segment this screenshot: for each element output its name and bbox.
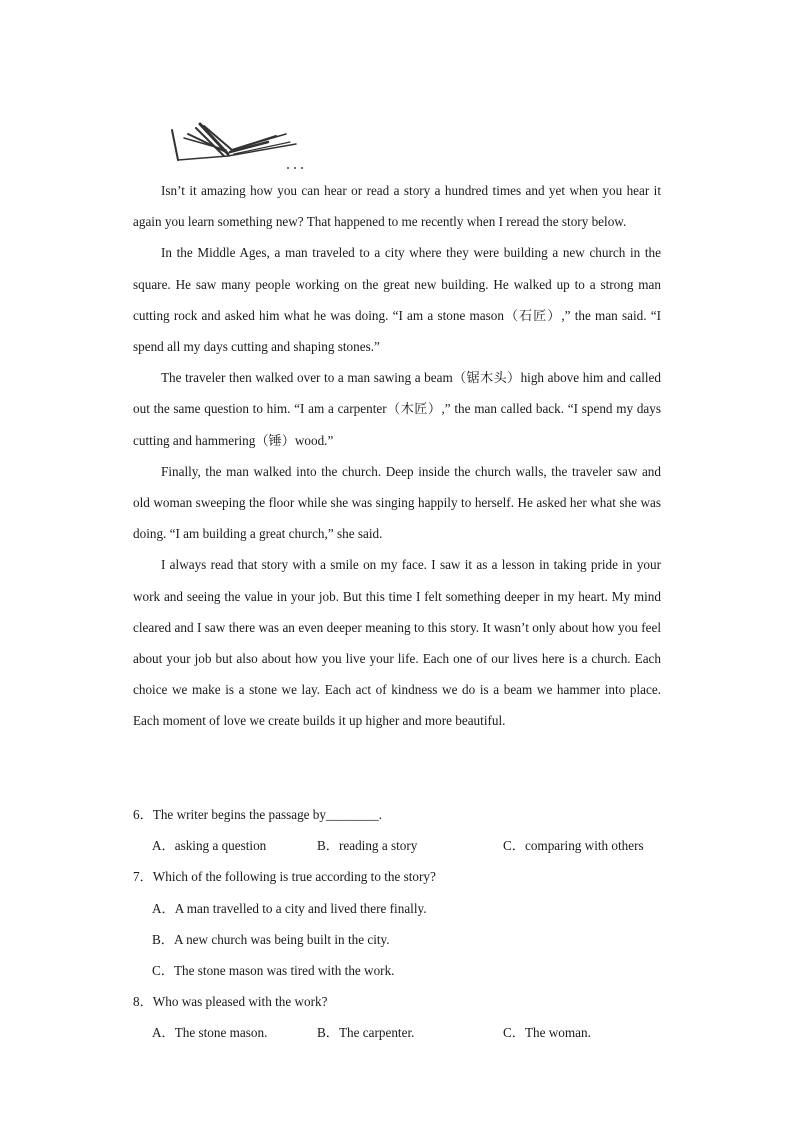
question-8-option-b: B．The carpenter. xyxy=(317,1025,415,1040)
reading-passage xyxy=(133,175,661,737)
question-7-option-c: C．The stone mason was tired with the work. xyxy=(152,963,395,978)
question-6-option-c: C．comparing with others xyxy=(503,838,644,853)
question-7-stem: 7．Which of the following is true according to the story? xyxy=(133,869,436,884)
paragraph: In the Middle Ages, a man traveled to a city where they were building a new church in the square. He saw many people working on the great new building. He walked up to a strong man cutting rock and asked him what he was doing. “I am a stone mason（石匠）,” the man said. “I spend all my days cutting and shaping stones.” xyxy=(133,245,661,355)
question-7-option-b: B．A new church was being built in the city. xyxy=(152,932,390,947)
question-7-option-a: A．A man travelled to a city and lived there finally. xyxy=(152,901,427,916)
question-6-stem: 6．The writer begins the passage by________. xyxy=(133,807,383,822)
question-8-stem: 8．Who was pleased with the work? xyxy=(133,994,328,1009)
paragraph: I always read that story with a smile on my face. I saw it as a lesson in taking pride in your work and seeing the value in your job. But this time I felt something deeper in my heart. My mind cleared and I saw there was an even deeper meaning to this story. It wasn’t only about how you feel about your job but also about how you live your life. Each one of our lives here is a church. Each choice we make is a stone we lay. Each act of kindness we do is a beam we hammer into place. Each moment of love we create builds it up higher and more beautiful. xyxy=(133,557,661,729)
question-8-option-a: A．The stone mason. xyxy=(152,1025,268,1040)
paragraph: The traveler then walked over to a man sawing a beam（锯木头）high above him and called out the same question to him. “I am a carpenter（木匠）,” the man called back. “I spend my days cutting and hammering（锤）wood.” xyxy=(133,370,661,448)
question-8-option-c: C．The woman. xyxy=(503,1025,591,1040)
open-book-icon xyxy=(168,120,308,176)
paragraph: Isn’t it amazing how you can hear or read a story a hundred times and yet when you hear it again you learn something new? That happened to me recently when I reread the story below. xyxy=(133,183,661,230)
paragraph: Finally, the man walked into the church. Deep inside the church walls, the traveler saw and old woman sweeping the floor while she was singing happily to herself. He asked her what she was doing. “I am building a great church,” she said. xyxy=(133,463,661,542)
question-6-option-b: B．reading a story xyxy=(317,838,418,853)
question-6-option-a: A．asking a question xyxy=(152,838,267,853)
